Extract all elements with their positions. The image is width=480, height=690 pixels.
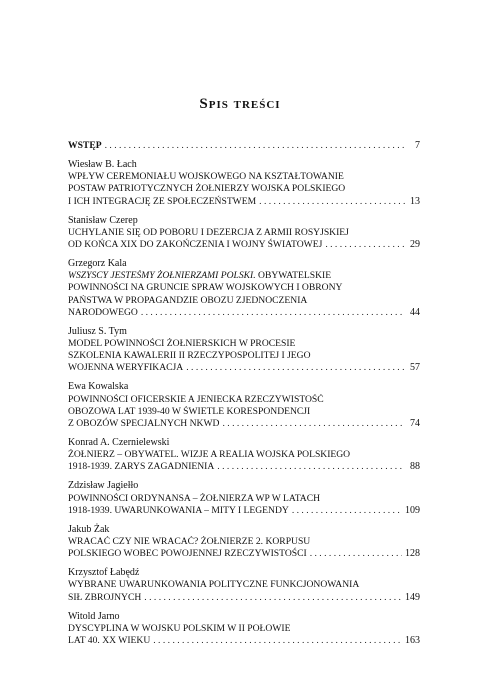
toc-title-line: POWINNOŚCI OFICERSKIE A JENIECKA RZECZYWISTOŚĆ (68, 393, 324, 405)
toc-entry-title: WSTĘP (68, 140, 102, 151)
dot-leader (144, 592, 402, 604)
toc-title-line: NARODOWEGO (68, 306, 138, 318)
toc-title-line: I ICH INTEGRACJĘ ZE SPOŁECZEŃSTWEM (68, 195, 257, 207)
toc-title-line: UCHYLANIE SIĘ OD POBORU I DEZERCJA Z ARMII ROSYJSKIEJ (68, 226, 349, 238)
toc-title-line: ŻOŁNIERZ – OBYWATEL. WIZJE A REALIA WOJSKA POLSKIEGO (68, 449, 351, 461)
toc-title-line: SIŁ ZBROJNYCH (68, 591, 142, 603)
toc-title-line: DYSCYPLINA W WOJSKU POLSKIM W II POŁOWIE (68, 622, 291, 634)
dot-leader (310, 548, 402, 560)
toc-author: Juliusz S. Tym (68, 325, 127, 337)
toc-author: Jakub Żak (68, 523, 110, 535)
toc-page-number: 74 (410, 418, 420, 430)
toc-author: Witold Jarno (68, 610, 120, 622)
dot-leader (153, 635, 402, 647)
toc-title-line: OBOZOWA LAT 1939-40 W ŚWIETLE KORESPONDENCJI (68, 405, 311, 417)
toc-page-number: 163 (405, 635, 420, 647)
page-title: Spis treści (199, 96, 281, 112)
toc-title-line: POSTAW PATRIOTYCZNYCH ŻOŁNIERZY WOJSKA POLSKIEGO (68, 183, 346, 195)
dot-leader (292, 505, 402, 517)
toc-title-line: WYBRANE UWARUNKOWANIA POLITYCZNE FUNKCJONOWANIA (68, 579, 360, 591)
toc-author: Zdzisław Jagiełło (68, 480, 139, 492)
toc-page-number: 57 (410, 362, 420, 374)
toc-entry[interactable] (68, 381, 420, 430)
toc-author: Grzegorz Kala (68, 258, 127, 270)
toc-title-line (68, 270, 420, 282)
toc-entry[interactable] (68, 480, 420, 517)
toc-title-line: 1918-1939. UWARUNKOWANIA – MITY I LEGENDY (68, 504, 289, 516)
toc-author: Ewa Kowalska (68, 381, 129, 393)
table-of-contents (68, 140, 420, 654)
toc-page-number: 7 (415, 140, 420, 151)
toc-title-line: POWINNOŚCI NA GRUNCIE SPRAW WOJSKOWYCH I OBRONY (68, 282, 343, 294)
dot-leader (141, 307, 405, 319)
toc-title-rest: OBYWATELSKIE (255, 270, 332, 282)
toc-title-italic: WSZYSCY JESTEŚMY ŻOŁNIERZAMI POLSKI. (68, 270, 256, 282)
toc-entry[interactable] (68, 215, 420, 252)
toc-author: Wiesław B. Łach (68, 159, 137, 170)
dot-leader (222, 418, 405, 430)
toc-page-number: 88 (410, 461, 420, 473)
toc-title-line: POWINNOŚCI ORDYNANSA – ŻOŁNIERZA WP W LATACH (68, 492, 321, 504)
toc-entry[interactable] (68, 159, 420, 208)
dot-leader (217, 461, 405, 473)
dot-leader (105, 140, 405, 152)
toc-author: Stanisław Czerep (68, 214, 138, 226)
toc-page-number: 149 (405, 591, 420, 603)
toc-entry[interactable] (68, 326, 420, 375)
toc-title-line: MODEL POWINNOŚCI ŻOŁNIERSKICH W PROCESIE (68, 338, 296, 350)
toc-title-line: PAŃSTWA W PROPAGANDZIE OBOZU ZJEDNOCZENIA (68, 294, 308, 306)
toc-page-number: 44 (410, 306, 420, 318)
toc-entry[interactable] (68, 567, 420, 604)
toc-title-line: WRACAĆ CZY NIE WRACAĆ? ŻOŁNIERZE 2. KORPUSU (68, 536, 311, 548)
toc-title-line: WPŁYW CEREMONIAŁU WOJSKOWEGO NA KSZTAŁTOWANIE (68, 171, 344, 183)
toc-page-number: 128 (405, 548, 420, 560)
toc-page-number: 109 (405, 504, 420, 516)
toc-page-number: 29 (410, 239, 420, 251)
toc-title-line: LAT 40. XX WIEKU (68, 635, 151, 647)
toc-entry[interactable] (68, 524, 420, 561)
toc-title-line: OD KOŃCA XIX DO ZAKOŃCZENIA I WOJNY ŚWIATOWEJ (68, 239, 323, 251)
dot-leader (325, 239, 405, 251)
toc-title-line: WOJENNA WERYFIKACJA (68, 362, 184, 374)
toc-entry[interactable] (68, 611, 420, 648)
dot-leader (259, 196, 405, 208)
toc-page-number: 13 (410, 195, 420, 207)
toc-title-line: 1918-1939. ZARYS ZAGADNIENIA (68, 461, 215, 473)
toc-entry[interactable] (68, 437, 420, 474)
toc-title-line: POLSKIEGO WOBEC POWOJENNEJ RZECZYWISTOŚCI (68, 548, 307, 560)
toc-author: Konrad A. Czernielewski (68, 437, 170, 449)
toc-entry[interactable] (68, 258, 420, 319)
toc-author: Krzysztof Łabędź (68, 567, 140, 579)
toc-entry[interactable] (68, 140, 420, 152)
toc-title-line: SZKOLENIA KAWALERII II RZECZYPOSPOLITEJ I JEGO (68, 350, 311, 362)
dot-leader (186, 362, 405, 374)
toc-title-line: Z OBOZÓW SPECJALNYCH NKWD (68, 418, 220, 430)
